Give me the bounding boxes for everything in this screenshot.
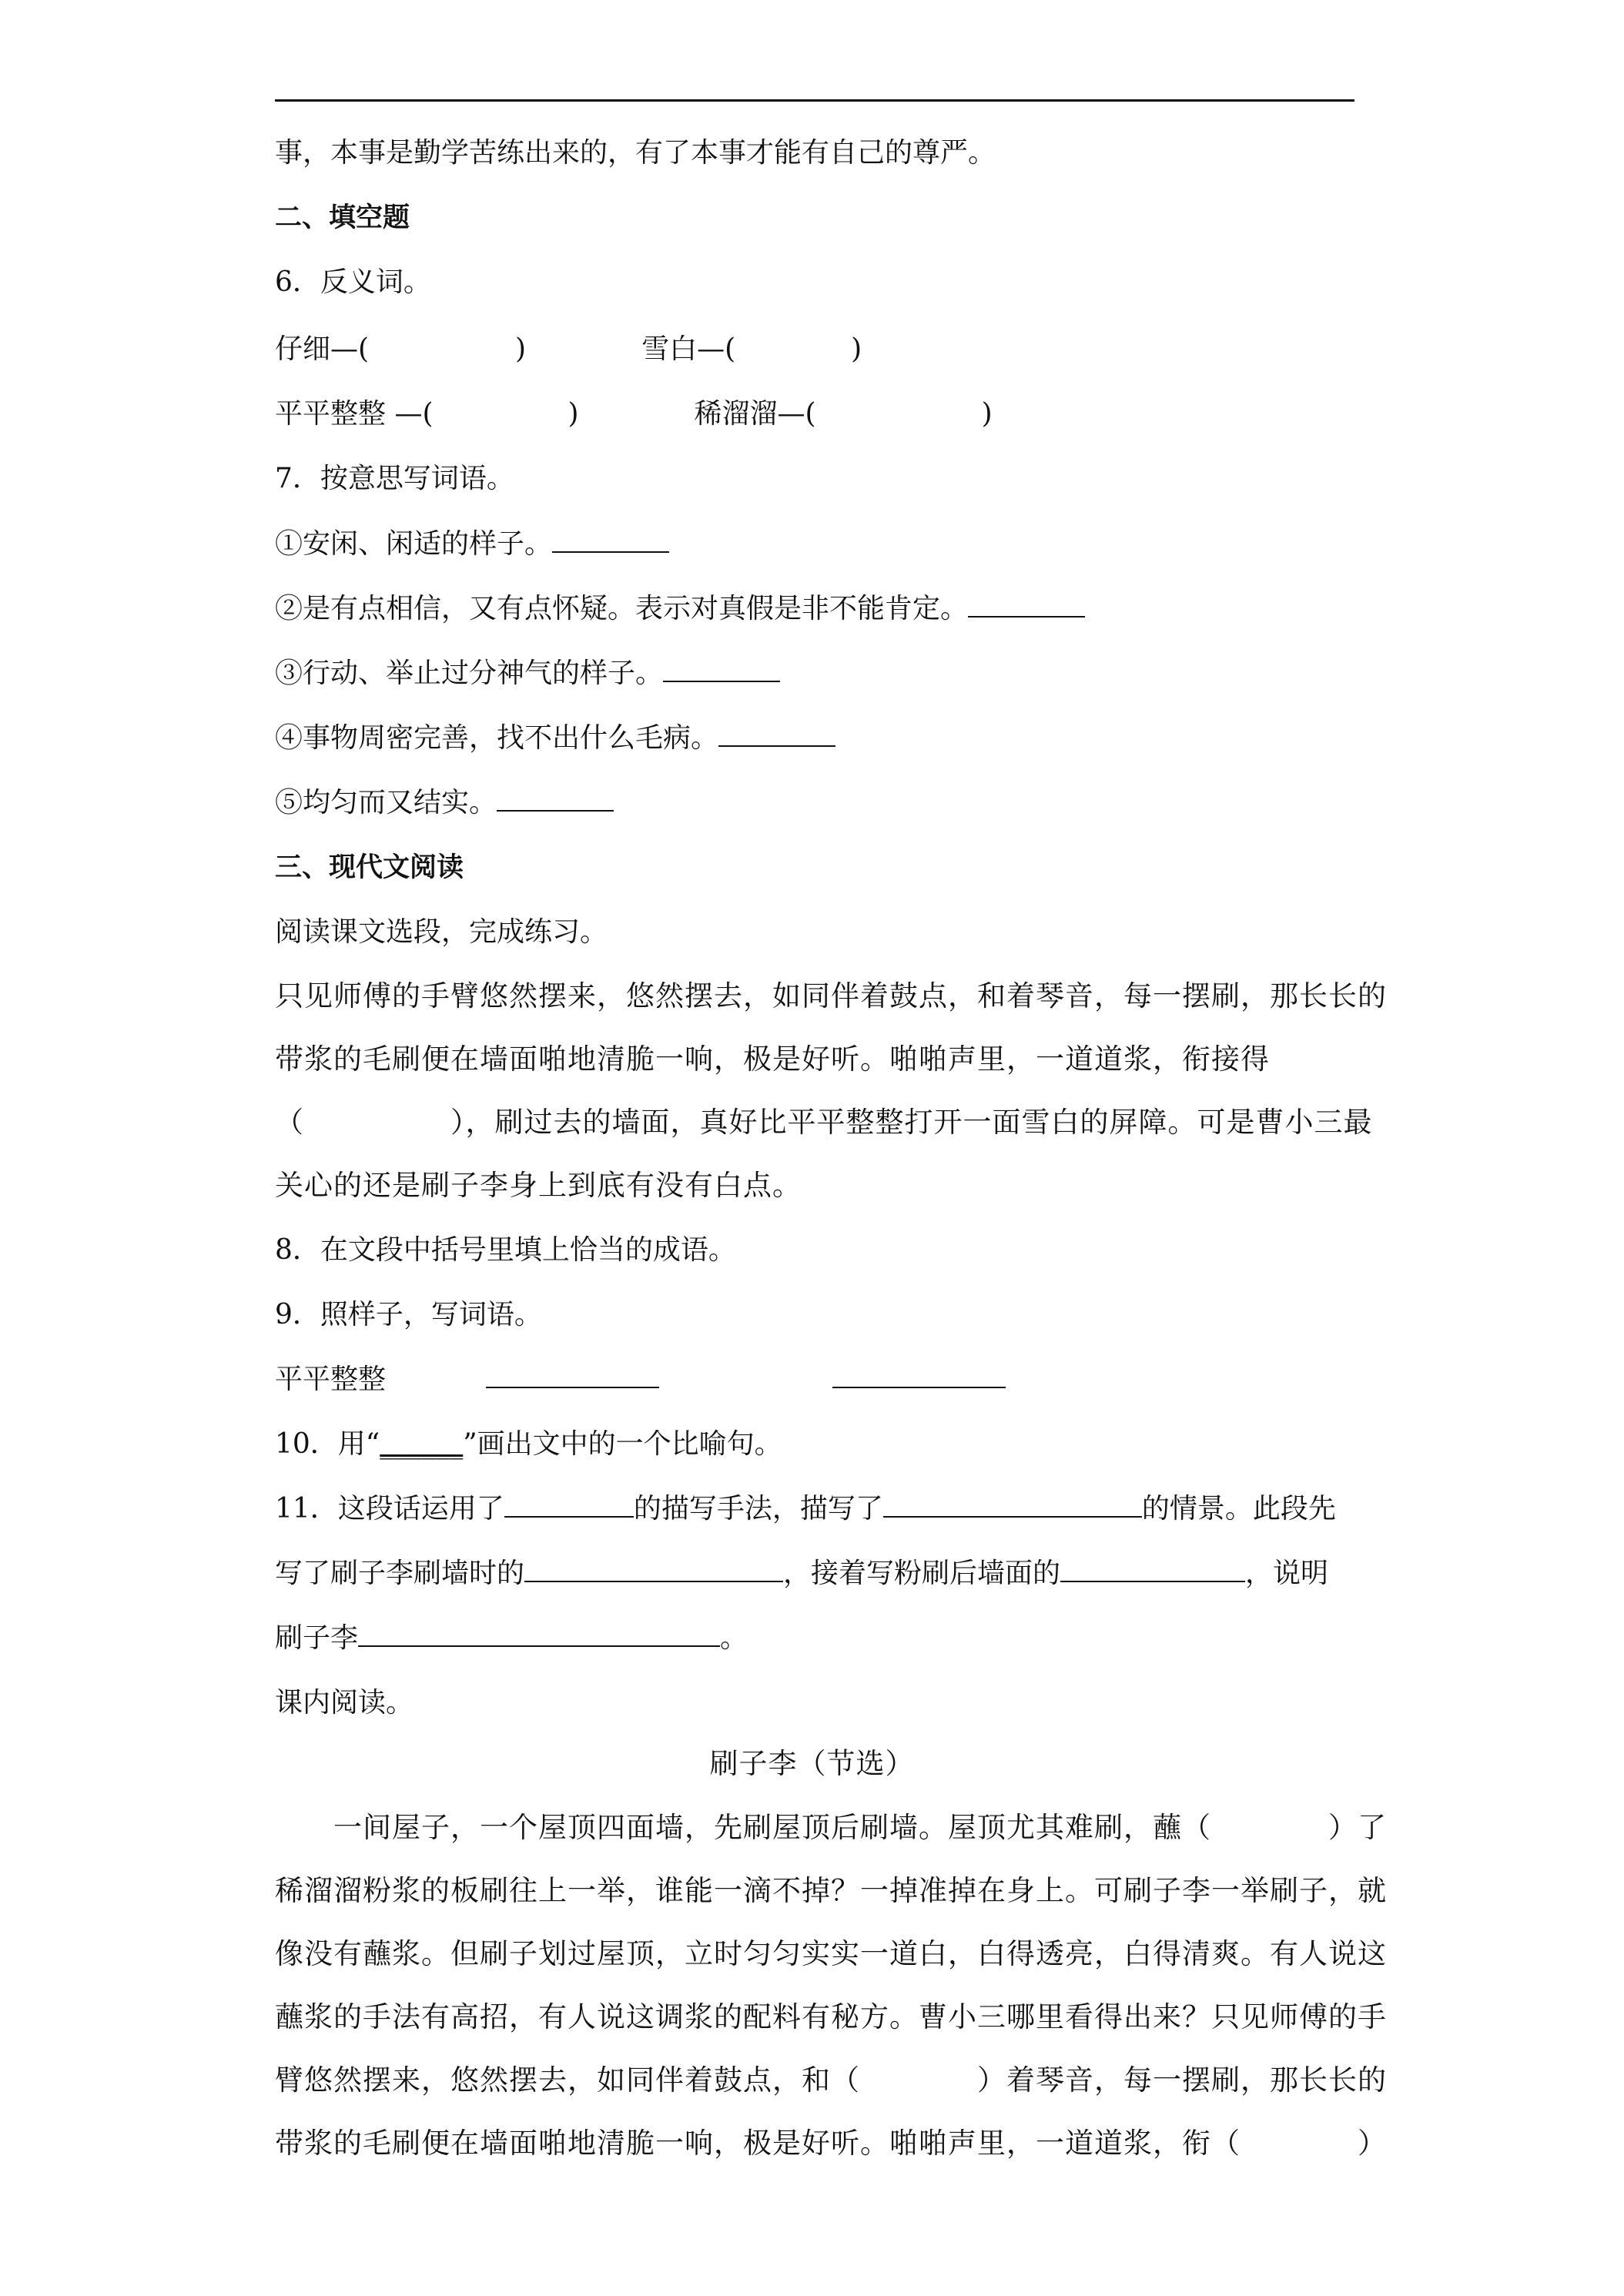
reading-2-passage-line: 带浆的毛刷便在墙面啪地清脆一响，极是好听。啪啪声里，一道道浆，衔（ ）	[275, 2127, 1387, 2160]
answer-blank[interactable]	[486, 1364, 659, 1388]
answer-blank[interactable]	[552, 528, 669, 553]
answer-blank[interactable]	[832, 1364, 1006, 1388]
question-8: 8．在文段中括号里填上恰当的成语。	[275, 1234, 736, 1266]
reading-1-intro: 阅读课文选段，完成练习。	[275, 916, 608, 948]
answer-blank[interactable]	[504, 1493, 634, 1518]
q6-antonym-4: 稀溜溜—(	[694, 398, 816, 430]
q7-item-3: ③行动、举止过分神气的样子。	[275, 655, 780, 692]
section-heading-fill-blanks: 二、填空题	[275, 202, 410, 233]
reading-2-passage-line: 像没有蘸浆。但刷子划过屋顶，立时匀匀实实一道白，白得透亮，白得清爽。有人说这	[275, 1937, 1387, 1970]
q7-item-1: ①安闲、闲适的样子。	[275, 526, 669, 563]
question-10: 10．用“______”画出文中的一个比喻句。	[275, 1428, 782, 1460]
answer-blank[interactable]	[663, 658, 780, 682]
q6-antonym-1: 仔细—(	[275, 333, 370, 365]
reading-2-passage-line: 蘸浆的手法有高招，有人说这调浆的配料有秘方。曹小三哪里看得出来？只见师傅的手	[275, 2000, 1387, 2033]
question-7-title: 7．按意思写词语。	[275, 463, 514, 494]
q6-row-1: 仔细—( ) 雪白—( )	[275, 333, 862, 365]
reading-1-passage-line: 关心的还是刷子李身上到底有没有白点。	[275, 1169, 802, 1202]
q6-row-2: 平平整整 —( ) 稀溜溜—( )	[275, 398, 993, 430]
answer-blank[interactable]	[524, 1558, 783, 1582]
reading-1-passage-line: 带浆的毛刷便在墙面啪地清脆一响，极是好听。啪啪声里，一道道浆，衔接得	[275, 1043, 1270, 1076]
q6-antonym-3: 平平整整 —(	[275, 398, 434, 430]
answer-blank[interactable]	[883, 1493, 1142, 1518]
q7-item-5: ⑤均匀而又结实。	[275, 785, 614, 822]
q9-example-row	[275, 1361, 1006, 1398]
question-11-line-1: 11．这段话运用了 的描写手法，描写了 的情景。此段先	[275, 1493, 1336, 1525]
q9-example-word: 平平整整	[275, 1364, 387, 1395]
question-9-title: 9．照样子，写词语。	[275, 1299, 542, 1330]
q6-antonym-2: 雪白—(	[641, 333, 736, 365]
question-6-title: 6．反义词。	[275, 266, 431, 298]
reading-2-passage-line: 稀溜溜粉浆的板刷往上一举，谁能一滴不掉？一掉准掉在身上。可刷子李一举刷子，就	[275, 1874, 1387, 1907]
answer-blank[interactable]	[968, 593, 1085, 618]
answer-blank[interactable]	[497, 787, 614, 812]
reading-1-passage-line: 只见师傅的手臂悠然摆来，悠然摆去，如同伴着鼓点，和着琴音，每一摆刷，那长长的	[275, 979, 1387, 1012]
q7-item-2: ②是有点相信，又有点怀疑。表示对真假是非不能肯定。	[275, 591, 1085, 628]
continued-text: 事，本事是勤学苦练出来的，有了本事才能有自己的尊严。	[275, 137, 996, 169]
reading-2-passage-line: 一间屋子，一个屋顶四面墙，先刷屋顶后刷墙。屋顶尤其难刷，蘸（ ）了	[275, 1811, 1387, 1844]
reading-2-intro: 课内阅读。	[275, 1687, 414, 1719]
answer-blank[interactable]	[718, 722, 835, 747]
answer-blank[interactable]	[358, 1622, 720, 1647]
reading-1-passage-line: （ ），刷过去的墙面，真好比平平整整打开一面雪白的屏障。可是曹小三最	[275, 1106, 1373, 1139]
answer-blank[interactable]	[1060, 1558, 1245, 1582]
q7-item-4: ④事物周密完善，找不出什么毛病。	[275, 720, 835, 757]
question-11-line-3: 刷子李 。	[275, 1622, 748, 1654]
question-11-line-2: 写了刷子李刷墙时的 ，接着写粉刷后墙面的 ，说明	[275, 1558, 1329, 1589]
reading-2-title: 刷子李（节选）	[709, 1747, 915, 1780]
reading-2-passage-line: 臂悠然摆来，悠然摆去，如同伴着鼓点，和（ ）着琴音，每一摆刷，那长长的	[275, 2063, 1387, 2097]
section-heading-reading: 三、现代文阅读	[275, 852, 464, 883]
header-rule	[275, 99, 1354, 102]
